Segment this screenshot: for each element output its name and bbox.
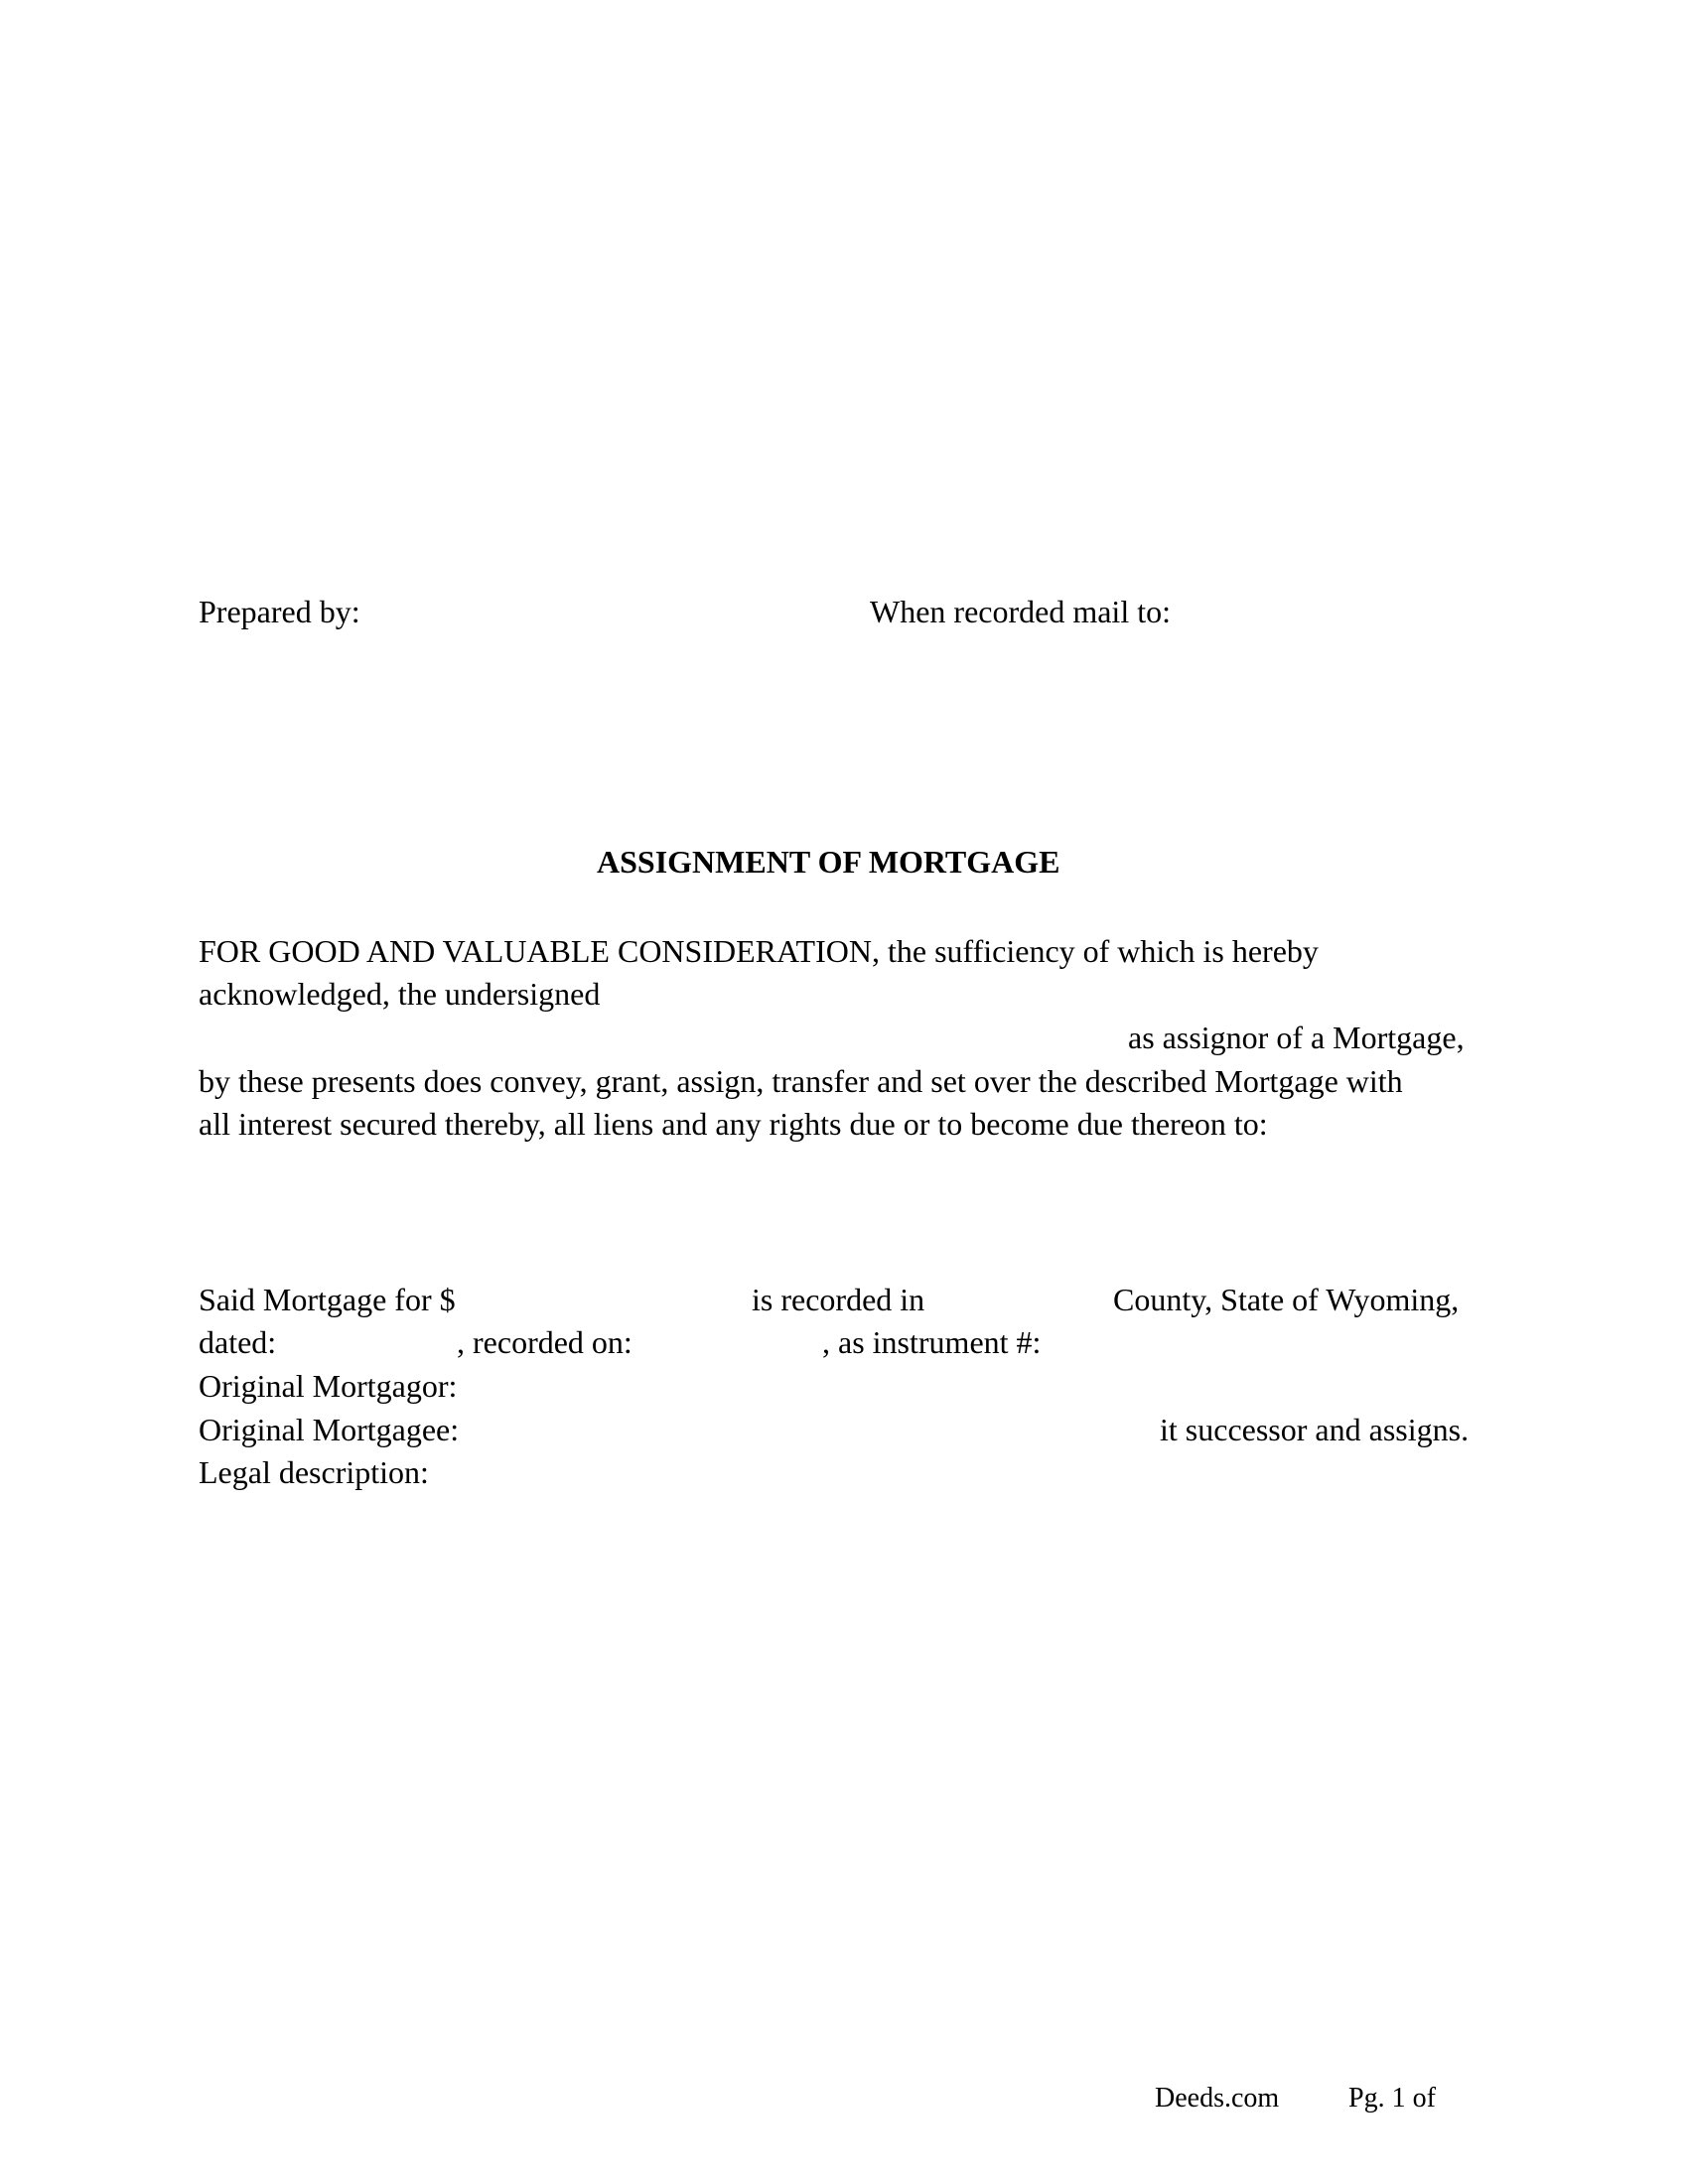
recorded-on-label: , recorded on: <box>457 1324 633 1360</box>
consideration-line-5: all interest secured thereby, all liens and any rights due or to become due thereon to: <box>199 1106 1268 1142</box>
document-title: ASSIGNMENT OF MORTGAGE <box>597 844 1060 880</box>
mail-to-label: When recorded mail to: <box>870 594 1171 629</box>
original-mortgagee-label: Original Mortgagee: <box>199 1412 460 1447</box>
consideration-line-4: by these presents does convey, grant, assign, transfer and set over the described Mortgage with <box>199 1063 1403 1099</box>
recorded-in-label: is recorded in <box>752 1282 925 1317</box>
consideration-line-3: as assignor of a Mortgage, <box>1128 1020 1465 1055</box>
legal-description-label: Legal description: <box>199 1454 429 1490</box>
county-state-label: County, State of Wyoming, <box>1113 1282 1460 1317</box>
dated-label: dated: <box>199 1324 277 1360</box>
mortgage-amount-label: Said Mortgage for $ <box>199 1282 456 1317</box>
successor-text: it successor and assigns. <box>1160 1412 1470 1447</box>
instrument-label: , as instrument #: <box>822 1324 1042 1360</box>
footer-site: Deeds.com <box>1155 2083 1280 2114</box>
prepared-by-label: Prepared by: <box>199 594 360 629</box>
consideration-line-1: FOR GOOD AND VALUABLE CONSIDERATION, the sufficiency of which is hereby <box>199 933 1319 969</box>
original-mortgagor-label: Original Mortgagor: <box>199 1368 458 1404</box>
footer-page-label: Pg. 1 of <box>1348 2083 1436 2114</box>
consideration-line-2: acknowledged, the undersigned <box>199 976 601 1012</box>
